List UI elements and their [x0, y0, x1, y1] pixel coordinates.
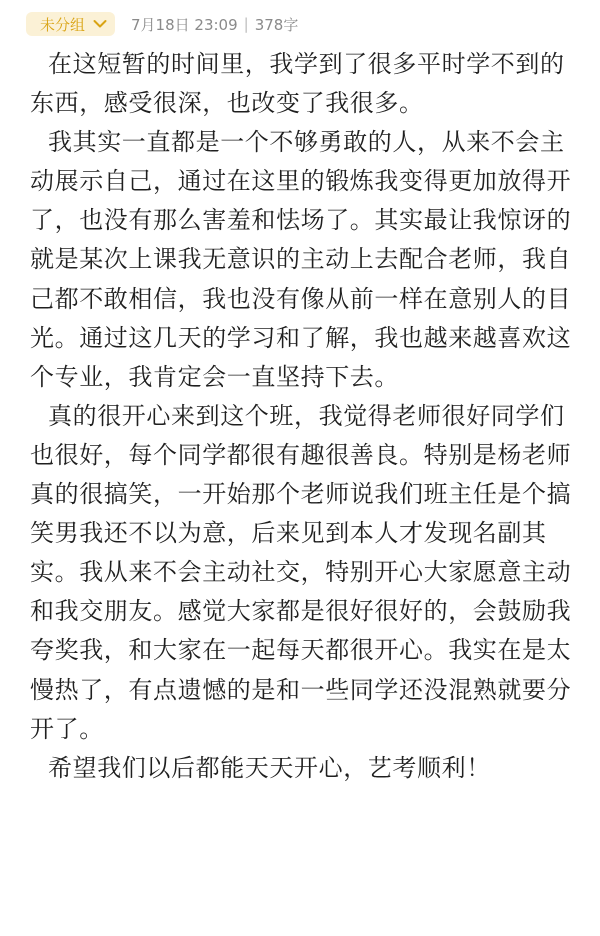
note-meta-bar — [26, 8, 298, 40]
group-selector-button[interactable] — [26, 12, 115, 36]
note-date: 7月18日 23:09 — [131, 15, 238, 34]
paragraph-2: 我其实一直都是一个不够勇敢的人，从来不会主动展示自己，通过在这里的锻炼我变得更加放得开了，也没有那么害羞和怯场了。其实最让我惊讶的就是某次上课我无意识的主动上去配合老师，我自己都不敢相信，我也没有像从前一样在意别人的目光。通过这几天的学习和了解，我也越来越喜欢这个专业，我肯定会一直坚持下去。 — [30, 128, 572, 391]
note-body[interactable] — [30, 45, 580, 788]
meta-separator: | — [243, 15, 249, 33]
chevron-down-icon — [93, 19, 107, 29]
paragraph-3: 真的很开心来到这个班，我觉得老师很好同学们也很好，每个同学都很有趣很善良。特别是杨老师真的很搞笑，一开始那个老师说我们班主任是个搞笑男我还不以为意，后来见到本人才发现名副其实。我从来不会主动社交，特别开心大家愿意主动和我交朋友。感觉大家都是很好很好的，会鼓励我夸奖我，和大家在一起每天都很开心。我实在是太慢热了，有点遗憾的是和一些同学还没混熟就要分开了。 — [30, 401, 572, 743]
group-label: 未分组 — [40, 15, 86, 34]
word-count: 378字 — [254, 15, 299, 34]
paragraph-4: 希望我们以后都能天天开心，艺考顺利！ — [48, 753, 491, 782]
paragraph-1: 在这短暂的时间里，我学到了很多平时学不到的东西，感受很深，也改变了我很多。 — [30, 50, 565, 118]
